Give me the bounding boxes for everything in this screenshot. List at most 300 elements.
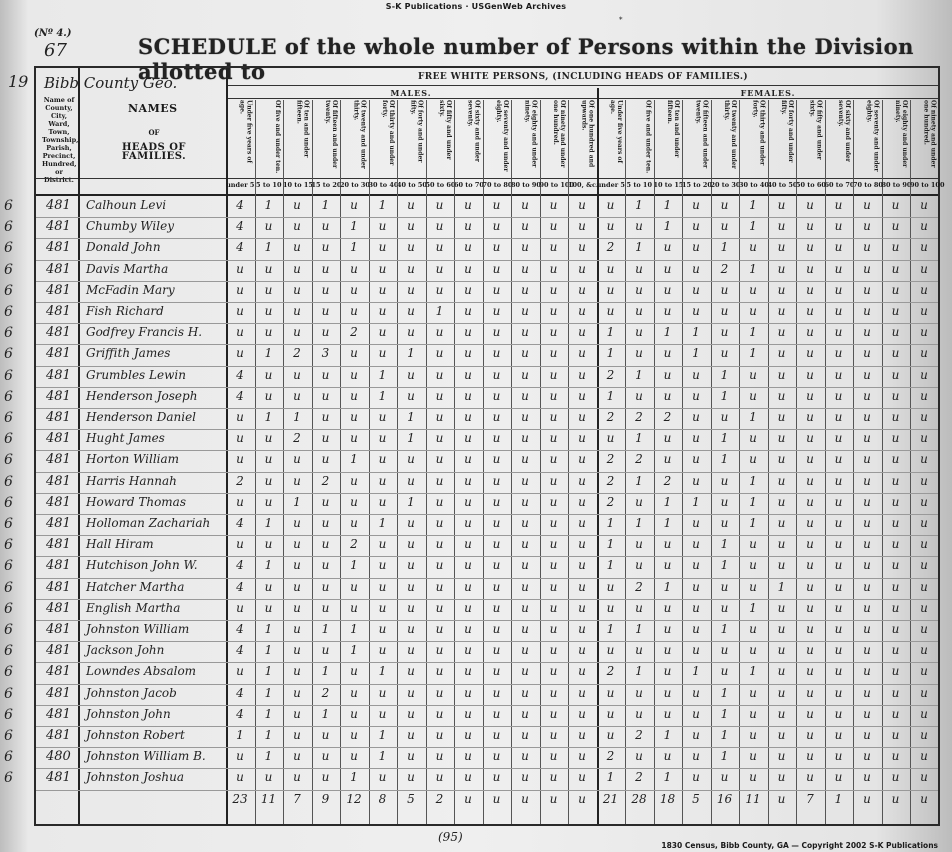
age-range-label: 50 to 60 <box>425 181 456 189</box>
margin-mark: 6 <box>4 261 13 278</box>
male-count-cell: u <box>464 643 472 658</box>
male-count-cell: 4 <box>236 388 244 403</box>
female-count-cell: u <box>834 579 843 594</box>
female-count-cell: u <box>863 622 871 636</box>
table-row <box>4 747 938 768</box>
female-count-cell: u <box>806 494 814 509</box>
female-count-cell: u <box>891 664 900 679</box>
male-count-cell: u <box>549 600 558 615</box>
male-count-cell: u <box>521 664 529 679</box>
male-count-cell: u <box>521 304 529 318</box>
male-count-cell: 1 <box>264 664 273 679</box>
male-count-cell: u <box>264 579 273 594</box>
male-column-header: Of fifteen and under twenty. <box>324 100 338 169</box>
female-count-cell: 1 <box>749 219 757 234</box>
female-count-cell: u <box>863 579 871 594</box>
female-count-cell: u <box>920 431 928 446</box>
total-count-cell: u <box>891 791 900 806</box>
male-count-cell: u <box>435 622 444 636</box>
male-count-cell: u <box>578 240 586 255</box>
table-row <box>4 302 938 323</box>
male-count-cell: u <box>293 558 301 573</box>
female-count-cell: u <box>606 261 615 276</box>
male-count-cell: u <box>578 388 586 403</box>
male-count-cell: u <box>549 685 558 700</box>
table-row <box>4 726 938 747</box>
male-count-cell: u <box>549 304 558 318</box>
female-count-cell: u <box>863 473 871 488</box>
male-count-cell: 1 <box>350 240 358 255</box>
margin-mark: 6 <box>4 494 13 511</box>
male-column-header: Of one hundred and upwards. <box>580 100 595 168</box>
female-count-cell: u <box>635 304 643 318</box>
male-count-cell: 1 <box>350 643 358 658</box>
female-count-cell: u <box>692 600 700 615</box>
heads-of-families-label: HEADS OF FAMILIES. <box>121 142 187 162</box>
total-count-cell: 7 <box>293 791 301 806</box>
male-count-cell: u <box>549 431 558 446</box>
age-range-label: 10 to 15 <box>653 181 684 189</box>
district-number: 481 <box>46 367 71 383</box>
female-count-cell: u <box>863 749 871 764</box>
female-count-cell: u <box>891 706 900 721</box>
district-number: 481 <box>46 473 71 489</box>
table-row <box>4 344 938 365</box>
head-of-family-name: McFadin Mary <box>86 282 175 297</box>
male-count-cell: u <box>321 558 330 573</box>
female-count-cell: u <box>834 304 843 318</box>
male-count-cell: u <box>578 664 586 679</box>
female-count-cell: u <box>834 431 843 446</box>
male-count-cell: u <box>435 643 444 658</box>
male-count-cell: u <box>578 494 586 509</box>
female-count-cell: u <box>749 452 757 467</box>
female-count-cell: 1 <box>663 198 672 212</box>
female-count-cell: u <box>692 516 700 530</box>
female-count-cell: u <box>749 728 757 742</box>
male-count-cell: u <box>321 452 330 467</box>
male-count-cell: u <box>492 579 501 594</box>
total-count-cell: 18 <box>659 791 676 806</box>
male-count-cell: u <box>293 219 301 234</box>
female-count-cell: u <box>891 198 900 212</box>
female-count-cell: u <box>863 304 871 318</box>
female-count-cell: u <box>920 346 928 361</box>
male-count-cell: 1 <box>293 410 301 424</box>
male-count-cell: u <box>236 494 244 509</box>
male-count-cell: u <box>321 431 330 446</box>
male-count-cell: 1 <box>264 685 273 700</box>
male-count-cell: u <box>378 219 387 234</box>
female-count-cell: u <box>806 664 814 679</box>
male-count-cell: u <box>464 537 472 552</box>
male-count-cell: u <box>492 643 501 658</box>
female-count-cell: u <box>777 452 786 467</box>
male-count-cell: u <box>293 325 301 340</box>
female-count-cell: u <box>777 600 786 615</box>
female-count-cell: 1 <box>749 198 757 212</box>
female-count-cell: 2 <box>606 473 615 488</box>
total-count-cell: 21 <box>602 791 619 806</box>
male-count-cell: u <box>321 516 330 530</box>
female-count-cell: u <box>720 473 729 488</box>
male-count-cell: u <box>350 388 358 403</box>
female-count-cell: u <box>720 643 729 658</box>
total-count-cell: u <box>863 791 871 806</box>
male-count-cell: u <box>350 728 358 742</box>
female-count-cell: 1 <box>720 367 729 382</box>
male-count-cell: u <box>293 304 301 318</box>
female-count-cell: u <box>834 346 843 361</box>
female-count-cell: u <box>920 410 928 424</box>
male-count-cell: 1 <box>321 706 330 721</box>
male-count-cell: u <box>492 622 501 636</box>
female-count-cell: u <box>834 388 843 403</box>
male-count-cell: u <box>435 494 444 509</box>
female-count-cell: u <box>663 367 672 382</box>
male-count-cell: u <box>435 240 444 255</box>
female-count-cell: u <box>806 198 814 212</box>
female-count-cell: u <box>863 346 871 361</box>
female-count-cell: u <box>663 558 672 573</box>
male-count-cell: 1 <box>321 198 330 212</box>
margin-mark: 6 <box>4 600 13 617</box>
male-count-cell: u <box>521 282 529 297</box>
male-count-cell: 1 <box>293 494 301 509</box>
female-count-cell: u <box>720 325 729 340</box>
male-count-cell: u <box>321 410 330 424</box>
age-range-label: 40 to 50 <box>767 181 798 189</box>
female-count-cell: u <box>891 261 900 276</box>
margin-mark: 6 <box>4 770 13 787</box>
female-count-cell: u <box>635 749 643 764</box>
female-count-cell: u <box>777 664 786 679</box>
male-count-cell: u <box>293 282 301 297</box>
male-count-cell: u <box>378 304 387 318</box>
female-count-cell: u <box>863 516 871 530</box>
female-count-cell: u <box>863 728 871 742</box>
head-of-family-name: English Martha <box>86 600 181 615</box>
male-count-cell: u <box>378 410 387 424</box>
male-count-cell: u <box>521 494 529 509</box>
table-row <box>4 366 938 387</box>
male-count-cell: u <box>549 410 558 424</box>
female-count-cell: u <box>635 537 643 552</box>
female-count-cell: 1 <box>692 494 700 509</box>
margin-mark: 6 <box>4 367 13 384</box>
district-number: 481 <box>46 410 71 425</box>
male-count-cell: u <box>521 473 529 488</box>
male-count-cell: u <box>293 622 301 636</box>
female-count-cell: u <box>806 219 814 234</box>
male-count-cell: u <box>264 325 273 340</box>
male-count-cell: u <box>407 388 415 403</box>
female-count-cell: u <box>663 240 672 255</box>
male-count-cell: 2 <box>293 346 301 361</box>
male-count-cell: u <box>549 367 558 382</box>
age-range-label: under 5 <box>226 181 255 189</box>
female-count-cell: u <box>834 558 843 573</box>
female-count-cell: u <box>806 749 814 764</box>
female-count-cell: 1 <box>606 537 615 552</box>
male-count-cell: u <box>321 240 330 255</box>
margin-mark: 6 <box>4 410 13 426</box>
female-count-cell: 1 <box>635 516 643 530</box>
female-count-cell: 1 <box>663 494 672 509</box>
male-count-cell: 4 <box>236 706 244 721</box>
male-count-cell: 3 <box>321 346 330 361</box>
male-count-cell: u <box>293 388 301 403</box>
female-count-cell: 2 <box>635 770 643 785</box>
female-count-cell: u <box>806 622 814 636</box>
male-count-cell: u <box>293 685 301 700</box>
female-count-cell: 1 <box>720 622 729 636</box>
female-count-cell: u <box>720 494 729 509</box>
male-count-cell: u <box>407 664 415 679</box>
female-count-cell: u <box>920 198 928 212</box>
female-count-cell: u <box>663 664 672 679</box>
female-count-cell: 2 <box>606 494 615 509</box>
female-count-cell: 1 <box>635 664 643 679</box>
total-count-cell: 12 <box>346 791 362 806</box>
female-count-cell: u <box>920 643 928 658</box>
female-count-cell: u <box>834 728 843 742</box>
female-count-cell: 1 <box>720 431 729 446</box>
female-count-cell: u <box>663 388 672 403</box>
male-count-cell: u <box>492 473 501 488</box>
male-count-cell: u <box>236 600 244 615</box>
female-count-cell: u <box>720 664 729 679</box>
male-count-cell: u <box>464 770 472 785</box>
male-count-cell: u <box>407 304 415 318</box>
male-count-cell: u <box>435 664 444 679</box>
margin-mark: 6 <box>4 749 13 766</box>
county-column-header: Name of County, City, Ward, Town, Township, Parish, Precinct, Hundred, or District. <box>42 96 79 184</box>
head-of-family-name: Johnston Joshua <box>86 770 185 785</box>
male-count-cell: u <box>464 473 472 488</box>
female-count-cell: 2 <box>606 410 615 424</box>
female-count-cell: u <box>806 431 814 446</box>
male-count-cell: u <box>407 728 415 742</box>
female-count-cell: u <box>777 622 786 636</box>
female-count-cell: u <box>920 240 928 255</box>
male-count-cell: u <box>521 240 529 255</box>
table-row <box>4 408 938 429</box>
male-count-cell: u <box>578 706 586 721</box>
female-count-cell: 1 <box>749 664 757 679</box>
male-count-cell: u <box>521 622 529 636</box>
female-count-cell: u <box>692 410 700 424</box>
male-count-cell: 1 <box>407 410 415 424</box>
table-row <box>4 260 938 281</box>
female-count-cell: 1 <box>606 346 615 361</box>
rule-age <box>36 178 938 179</box>
female-count-cell: u <box>920 600 928 615</box>
female-count-cell: u <box>863 282 871 297</box>
female-count-cell: u <box>806 346 814 361</box>
male-count-cell: u <box>407 600 415 615</box>
table-row <box>4 429 938 450</box>
male-column-header: Of forty and under fifty. <box>409 100 424 163</box>
female-count-cell: u <box>891 749 900 764</box>
female-count-cell: u <box>635 600 643 615</box>
female-count-cell: u <box>663 622 672 636</box>
male-count-cell: u <box>264 261 273 276</box>
male-count-cell: 1 <box>236 728 244 742</box>
male-count-cell: u <box>435 388 444 403</box>
female-count-cell: 1 <box>749 261 757 276</box>
margin-mark: 6 <box>4 388 13 405</box>
male-count-cell: u <box>549 622 558 636</box>
male-count-cell: u <box>578 749 586 764</box>
age-range-label: 20 to 30 <box>710 181 741 189</box>
male-count-cell: u <box>321 728 330 742</box>
male-count-cell: u <box>236 770 244 785</box>
female-count-cell: u <box>863 643 871 658</box>
male-count-cell: u <box>464 410 472 424</box>
male-count-cell: u <box>435 367 444 382</box>
male-count-cell: u <box>407 452 415 467</box>
female-count-cell: u <box>777 304 786 318</box>
female-count-cell: u <box>777 558 786 573</box>
total-count-cell: 28 <box>631 791 647 806</box>
female-count-cell: u <box>749 579 757 594</box>
female-count-cell: u <box>777 728 786 742</box>
female-count-cell: u <box>692 240 700 255</box>
female-count-cell: u <box>663 685 672 700</box>
table-row <box>4 705 938 726</box>
female-count-cell: u <box>663 600 672 615</box>
male-count-cell: u <box>236 431 244 446</box>
female-count-cell: u <box>806 410 814 424</box>
male-count-cell: 1 <box>264 558 273 573</box>
female-count-cell: 2 <box>606 240 615 255</box>
male-count-cell: u <box>378 600 387 615</box>
age-range-label: 60 to 70 <box>454 181 484 189</box>
female-count-cell: u <box>891 431 900 446</box>
female-count-cell: u <box>806 388 814 403</box>
male-count-cell: u <box>378 685 387 700</box>
male-count-cell: u <box>236 749 244 764</box>
male-count-cell: u <box>464 494 472 509</box>
district-number: 481 <box>46 728 71 743</box>
female-count-cell: u <box>606 431 615 446</box>
female-count-cell: u <box>834 516 843 530</box>
age-range-label: 80 to 90 <box>881 181 912 189</box>
male-count-cell: u <box>521 261 529 276</box>
head-of-family-name: Jackson John <box>86 643 165 658</box>
head-of-family-name: Johnston Jacob <box>86 685 177 700</box>
male-count-cell: u <box>407 325 415 340</box>
male-count-cell: u <box>378 261 387 276</box>
female-count-cell: u <box>834 261 843 276</box>
female-count-cell: u <box>635 388 643 403</box>
male-count-cell: u <box>378 473 387 488</box>
male-count-cell: u <box>464 622 472 636</box>
male-count-cell: u <box>492 431 501 446</box>
female-count-cell: u <box>834 473 843 488</box>
male-count-cell: u <box>378 706 387 721</box>
female-count-cell: u <box>834 600 843 615</box>
male-count-cell: u <box>578 622 586 636</box>
male-count-cell: u <box>521 367 529 382</box>
female-count-cell: u <box>692 452 700 467</box>
female-count-cell: u <box>891 282 900 297</box>
male-count-cell: u <box>549 516 558 530</box>
male-count-cell: u <box>350 282 358 297</box>
margin-mark: 6 <box>4 282 13 299</box>
male-count-cell: u <box>236 664 244 679</box>
male-count-cell: u <box>264 367 273 382</box>
male-count-cell: u <box>521 728 529 742</box>
male-count-cell: 1 <box>264 643 273 658</box>
total-count-cell: u <box>492 791 501 806</box>
female-count-cell: u <box>834 410 843 424</box>
male-count-cell: u <box>492 304 501 318</box>
female-count-cell: u <box>834 622 843 636</box>
head-of-family-name: Godfrey Francis H. <box>86 325 203 340</box>
female-count-cell: u <box>920 622 928 636</box>
male-count-cell: u <box>321 643 330 658</box>
male-count-cell: u <box>521 706 529 721</box>
male-count-cell: u <box>321 261 330 276</box>
female-column-header: Of thirty and under forty. <box>751 100 766 166</box>
male-count-cell: 1 <box>407 346 415 361</box>
male-count-cell: u <box>492 261 501 276</box>
age-range-label: 60 to 70 <box>824 181 855 189</box>
male-count-cell: u <box>435 198 444 212</box>
age-range-label: 80 to 90 <box>511 181 541 189</box>
female-count-cell: u <box>891 452 900 467</box>
male-count-cell: u <box>464 261 472 276</box>
male-count-cell: u <box>236 452 244 467</box>
male-count-cell: u <box>236 282 244 297</box>
female-column-header: Under five years of age. <box>609 100 623 164</box>
female-count-cell: u <box>692 388 700 403</box>
total-count-cell: u <box>777 791 786 806</box>
female-count-cell: 1 <box>720 240 729 255</box>
female-count-cell: u <box>635 261 643 276</box>
female-count-cell: u <box>891 304 900 318</box>
male-count-cell: u <box>549 537 558 552</box>
table-row <box>4 556 938 577</box>
female-column-header: Of ninety and under one hundred. <box>922 100 937 168</box>
female-count-cell: u <box>749 622 757 636</box>
male-count-cell: u <box>407 579 415 594</box>
district-number: 481 <box>46 282 71 298</box>
female-count-cell: u <box>834 706 843 721</box>
male-count-cell: u <box>321 537 330 552</box>
female-count-cell: u <box>891 600 900 615</box>
total-count-cell: 2 <box>435 791 444 806</box>
male-count-cell: u <box>293 664 301 679</box>
female-count-cell: u <box>692 706 700 721</box>
female-count-cell: u <box>863 452 871 467</box>
female-count-cell: u <box>891 219 900 234</box>
female-count-cell: u <box>891 410 900 424</box>
district-number: 480 <box>46 749 71 765</box>
male-count-cell: u <box>549 219 558 234</box>
male-count-cell: u <box>264 537 273 552</box>
female-count-cell: u <box>834 282 843 297</box>
female-count-cell: 1 <box>749 473 757 488</box>
margin-mark: 6 <box>4 643 13 660</box>
margin-mark: 6 <box>4 304 13 320</box>
male-count-cell: 1 <box>264 410 273 424</box>
copyright-footer: 1830 Census, Bibb County, GA — Copyright 2002 S-K Publications <box>661 841 938 850</box>
female-count-cell: u <box>891 346 900 361</box>
total-count-cell: u <box>549 791 558 806</box>
